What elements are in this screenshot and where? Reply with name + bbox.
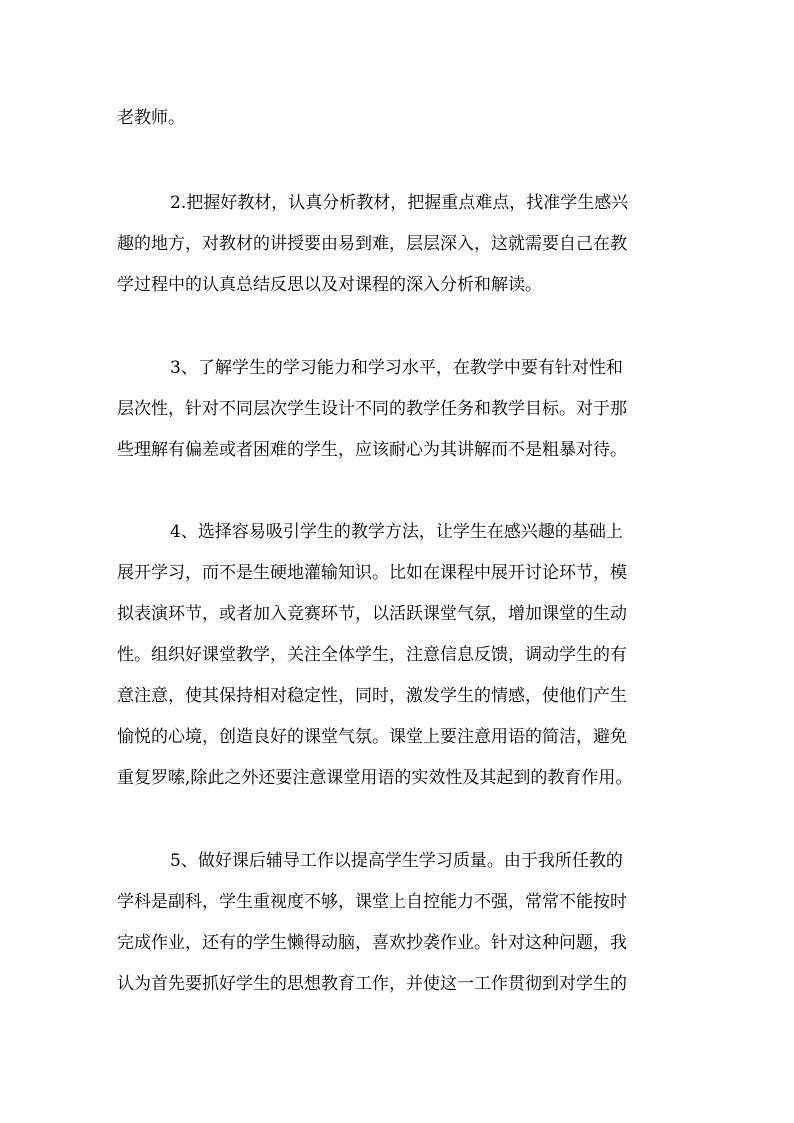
paragraph-2-line-1: 2.把握好教材，认真分析教材，把握重点难点，找准学生感兴 (170, 193, 629, 213)
paragraph-5-line-2: 学科是副科，学生重视度不够，课堂上自控能力不强，常常不能按时 (117, 892, 627, 912)
paragraph-2-line-3: 学过程中的认真总结反思以及对课程的深入分析和解读。 (117, 275, 542, 295)
paragraph-4-line-4: 性。组织好课堂教学，关注全体学生，注意信息反馈，调动学生的有 (117, 645, 627, 665)
text-line: 老教师。 (117, 108, 185, 128)
paragraph-4-line-3: 拟表演环节，或者加入竞赛环节，以活跃课堂气氛，增加课堂的生动 (117, 604, 627, 624)
paragraph-2-line-2: 趣的地方，对教材的讲授要由易到难，层层深入，这就需要自己在教 (117, 234, 627, 254)
paragraph-4-line-7: 重复罗嗦,除此之外还要注意课堂用语的实效性及其起到的教育作用。 (117, 768, 633, 788)
paragraph-3-line-1: 3、了解学生的学习能力和学习水平，在教学中要有针对性和 (170, 358, 623, 378)
paragraph-4-line-1: 4、选择容易吸引学生的教学方法，让学生在感兴趣的基础上 (170, 522, 623, 542)
paragraph-4-line-2: 展开学习，而不是生硬地灌输知识。比如在课程中展开讨论环节，模 (117, 563, 627, 583)
paragraph-4-line-6: 愉悦的心境，创造良好的课堂气氛。课堂上要注意用语的简洁，避免 (117, 727, 627, 747)
paragraph-5-line-3: 完成作业，还有的学生懒得动脑，喜欢抄袭作业。针对这种问题，我 (117, 933, 627, 953)
paragraph-5-line-1: 5、做好课后辅导工作以提高学生学习质量。由于我所任教的 (170, 851, 623, 871)
paragraph-4-line-5: 意注意，使其保持相对稳定性，同时，激发学生的情感，使他们产生 (117, 686, 627, 706)
paragraph-3-line-3: 些理解有偏差或者困难的学生，应该耐心为其讲解而不是粗暴对待。 (117, 440, 627, 460)
paragraph-5-line-4: 认为首先要抓好学生的思想教育工作，并使这一工作贯彻到对学生的 (117, 974, 627, 994)
paragraph-3-line-2: 层次性，针对不同层次学生设计不同的教学任务和教学目标。对于那 (117, 399, 627, 419)
